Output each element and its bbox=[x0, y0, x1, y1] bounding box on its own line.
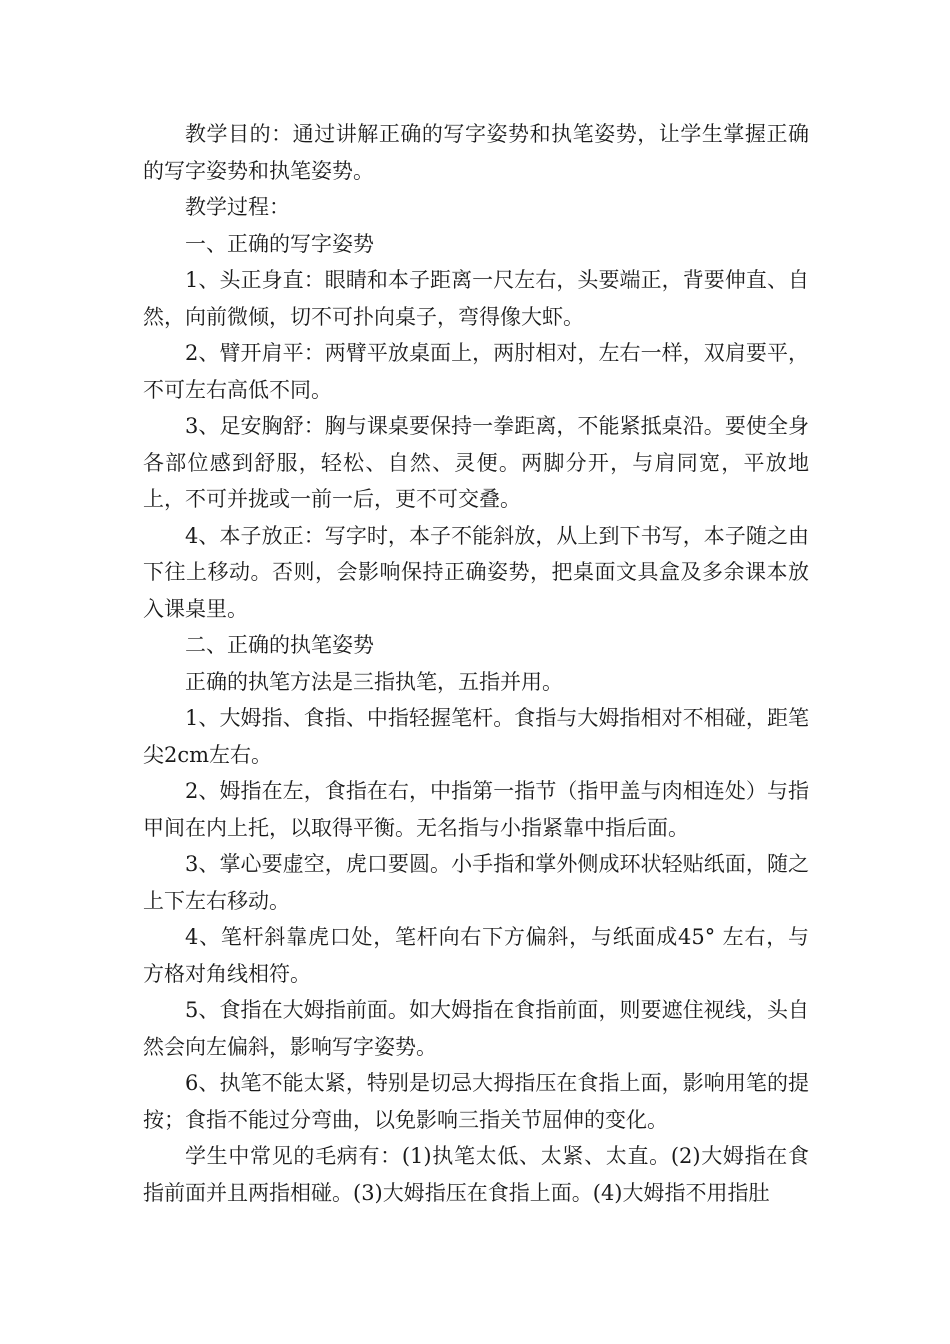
paragraph-pen-step-2: 2、姆指在左，食指在右，中指第一指节（指甲盖与肉相连处）与指甲间在内上托，以取得平衡。无名指与小指紧靠中指后面。 bbox=[143, 779, 809, 840]
section-heading-writing-posture: 一、正确的写字姿势 bbox=[185, 231, 374, 256]
paragraph-pen-method: 正确的执笔方法是三指执笔，五指并用。 bbox=[185, 669, 563, 694]
teaching-process-heading: 教学过程： bbox=[185, 195, 290, 219]
paragraph-pen-step-4: 4、笔杆斜靠虎口处，笔杆向右下方偏斜，与纸面成45° 左右，与方格对角线相符。 bbox=[143, 925, 809, 986]
paragraph-arms-shoulders: 2、臂开肩平：两臂平放桌面上，两肘相对，左右一样，双肩要平，不可左右高低不同。 bbox=[143, 341, 809, 402]
paragraph-notebook-placement: 4、本子放正：写字时，本子不能斜放，从上到下书写，本子随之由下往上移动。否则，会影响保持正确姿势，把桌面文具盒及多余课本放入课桌里。 bbox=[143, 523, 809, 621]
paragraph-pen-step-6: 6、执笔不能太紧，特别是切忌大拇指压在食指上面，影响用笔的提按；食指不能过分弯曲，以免影响三指关节屈伸的变化。 bbox=[143, 1071, 809, 1132]
paragraph-feet-chest: 3、足安胸舒：胸与课桌要保持一拳距离，不能紧抵桌沿。要使全身各部位感到舒服，轻松、自然、灵便。两脚分开，与肩同宽，平放地上，不可并拢或一前一后，更不可交叠。 bbox=[143, 414, 809, 511]
paragraph-pen-step-3: 3、掌心要虚空，虎口要圆。小手指和掌外侧成环状轻贴纸面，随之上下左右移动。 bbox=[143, 852, 809, 913]
paragraph-common-problems: 学生中常见的毛病有：(1)执笔太低、太紧、太直。(2)大姆指在食指前面并且两指相碰。(3)大姆指压在食指上面。(4)大姆指不用指肚 bbox=[143, 1144, 809, 1205]
document-body bbox=[143, 116, 809, 1211]
paragraph-head-straight: 1、头正身直：眼睛和本子距离一尺左右，头要端正，背要伸直、自然，向前微倾，切不可扑向桌子，弯得像大虾。 bbox=[143, 268, 809, 329]
paragraph-pen-step-1: 1、大姆指、食指、中指轻握笔杆。食指与大姆指相对不相碰，距笔尖2cm左右。 bbox=[143, 706, 809, 767]
section-heading-pen-holding: 二、正确的执笔姿势 bbox=[185, 633, 374, 657]
paragraph-pen-step-5: 5、食指在大姆指前面。如大姆指在食指前面，则要遮住视线，头自然会向左偏斜，影响写字姿势。 bbox=[143, 998, 809, 1059]
teaching-objective-paragraph: 教学目的：通过讲解正确的写字姿势和执笔姿势，让学生掌握正确的写字姿势和执笔姿势。 bbox=[143, 122, 809, 183]
